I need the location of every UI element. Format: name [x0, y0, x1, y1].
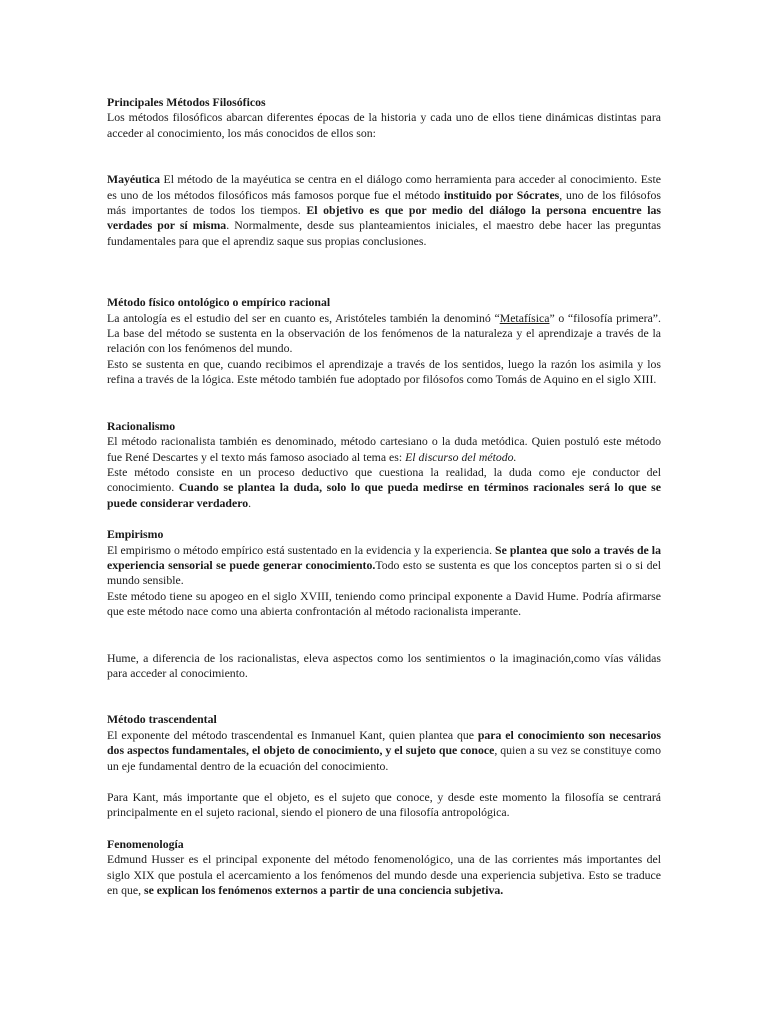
- mayeutica-section: [107, 172, 661, 249]
- empirismo-paragraph-1: [107, 543, 661, 589]
- mayeutica-title: Mayéutica: [107, 172, 161, 187]
- fenomenologia-paragraph: [107, 852, 661, 898]
- trascendental-text-1: El exponente del método trascendental es Inmanuel Kant, quien plantea que: [107, 727, 478, 742]
- fenomenologia-text-1: Edmund Husser es el principal exponente del método fenomenológico, una de las corrientes más importantes del siglo XIX que postula el acercamiento a los fenómenos del mundo desde una experiencia subjetiva. Esto se traduce en que,: [107, 852, 661, 898]
- mayeutica-text-1: El método de la mayéutica se centra en el diálogo como herramienta para acceder al conocimiento. Este es uno de los métodos filosóficos más famosos porque fue el método: [107, 172, 661, 202]
- document-page: [107, 95, 661, 898]
- fenomenologia-bold: se explican los fenómenos externos a partir de una conciencia subjetiva.: [144, 883, 504, 898]
- racionalismo-text-3: .: [248, 495, 252, 510]
- trascendental-paragraph-2: Para Kant, más importante que el objeto, es el sujeto que conoce, y desde este momento la filosofía se centrará principalmente en el sujeto racional, siendo el pionero de una filosofía antropológica.: [107, 790, 661, 820]
- empirismo-text-2: Todo esto se sustenta es que los conceptos parten si o si del mundo sensible.: [107, 557, 661, 588]
- fenomenologia-title: Fenomenología: [107, 836, 184, 851]
- racionalismo-paragraph-1: [107, 434, 661, 465]
- fisico-text-2: ” o “filosofía primera”. La base del método se sustenta en la observación de los fenómenos de la naturaleza y el aprendizaje a través de la relación con los fenómenos del mundo.: [107, 310, 661, 356]
- fisico-paragraph-1: [107, 311, 661, 357]
- empirismo-paragraph-3: Hume, a diferencia de los racionalistas, eleva aspectos como los sentimientos o la imaginación,como vías válidas para acceder al conocimiento.: [107, 650, 661, 680]
- trascendental-bold: para el conocimiento son necesarios dos aspectos fundamentales, el objeto de conocimiento, y el sujeto que conoce: [107, 727, 661, 758]
- trascendental-paragraph-1: [107, 728, 661, 774]
- empirismo-title: Empirismo: [107, 527, 164, 542]
- empirismo-section: [107, 527, 661, 681]
- fisico-paragraph-2: Esto se sustenta en que, cuando recibimos el aprendizaje a través de los sentidos, luego la razón los asimila y los refina a través de la lógica. Este método también fue adoptado por filósofos como Tomás de Aquino en el siglo XIII.: [107, 356, 661, 387]
- mayeutica-text-3: . Normalmente, desde sus planteamientos iniciales, el maestro debe hacer las preguntas fundamentales para que el aprendiz saque sus propias conclusiones.: [107, 218, 661, 248]
- mayeutica-bold-2: El objetivo es que por medio del diálogo la persona encuentre las verdades por sí misma: [107, 203, 662, 233]
- fisico-title: Método físico ontológico o empírico racional: [107, 295, 331, 310]
- trascendental-title: Método trascendental: [107, 712, 217, 727]
- intro-section: [107, 95, 661, 141]
- racionalismo-title: Racionalismo: [107, 418, 176, 433]
- mayeutica-bold-1: instituido por Sócrates: [443, 187, 560, 202]
- fenomenologia-section: [107, 837, 661, 899]
- mayeutica-text-2: , uno de los filósofos más importantes de todos los tiempos.: [107, 187, 661, 218]
- metafisica-link[interactable]: Metafísica: [499, 310, 550, 325]
- empirismo-bold: Se plantea que solo a través de la experiencia sensorial se puede generar conocimiento.: [107, 542, 661, 572]
- intro-paragraph: Los métodos filosóficos abarcan diferentes épocas de la historia y cada uno de ellos tiene dinámicas distintas para acceder al conocimiento, los más conocidos de ellos son:: [107, 110, 661, 140]
- empirismo-paragraph-2: Este método tiene su apogeo en el siglo XVIII, teniendo como principal exponente a David Hume. Podría afirmarse que este método nace como una abierta confrontación al método racionalista imperante.: [107, 588, 661, 619]
- trascendental-section: [107, 712, 661, 820]
- racionalismo-paragraph-2: [107, 465, 661, 511]
- racionalismo-italic: El discurso del método.: [405, 449, 517, 464]
- document-title: Principales Métodos Filosóficos: [107, 95, 266, 109]
- trascendental-text-2: , quien a su vez se constituye como un eje fundamental dentro de la ecuación del conocimiento.: [107, 743, 661, 773]
- empirismo-text-1: El empirismo o método empírico está sustentado en la evidencia y la experiencia.: [107, 542, 496, 557]
- racionalismo-text-2: Este método consiste en un proceso deductivo que cuestiona la realidad, la duda como eje conductor del conocimiento.: [107, 464, 661, 495]
- mayeutica-paragraph: [107, 172, 661, 249]
- racionalismo-bold: Cuando se plantea la duda, solo lo que pueda medirse en términos racionales será lo que se puede considerar verdadero: [107, 480, 661, 510]
- racionalismo-text-1: El método racionalista también es denominado, método cartesiano o la duda metódica. Quien postuló este método fue René Descartes y el texto más famoso asociado al tema es:: [107, 434, 661, 464]
- fisico-section: [107, 295, 661, 387]
- fisico-text-1: La antología es el estudio del ser en cuanto es, Aristóteles también la denominó “: [107, 310, 500, 325]
- racionalismo-section: [107, 419, 661, 511]
